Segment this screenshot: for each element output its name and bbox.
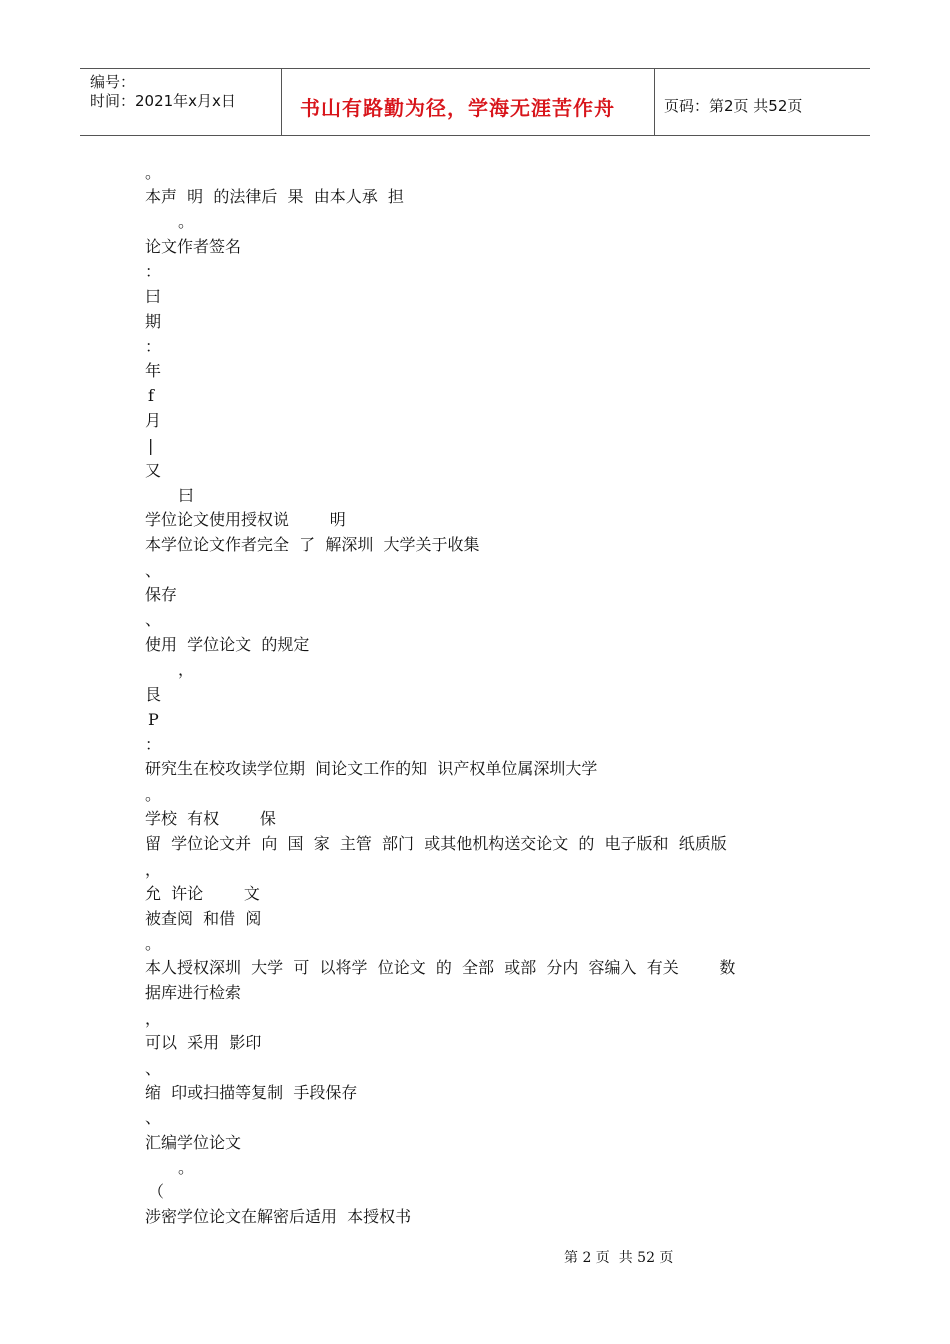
body-line: 本人授权深圳 大学 可 以将学 位论文 的 全部 或部 分内 容编入 有关 数 — [145, 958, 736, 977]
body-line: 缩 印或扫描等复制 手段保存 — [145, 1083, 358, 1102]
body-line: ， — [145, 860, 162, 879]
body-line: 月 — [145, 411, 162, 430]
body-line: | — [148, 436, 154, 455]
body-line: 年 — [145, 361, 162, 380]
body-line: 本学位论文作者完全 了 解深圳 大学关于收集 — [145, 535, 480, 554]
header-divider-left — [281, 68, 282, 136]
body-line: 学校 有权 保 — [145, 809, 276, 828]
body-line: ： — [145, 337, 162, 356]
body-line: 被查阅 和借 阅 — [145, 909, 262, 928]
header-motto: 书山有路勤为径，学海无涯苦作舟 — [300, 96, 615, 120]
body-line: P — [148, 710, 159, 729]
body-line: 又 — [145, 461, 162, 480]
body-line: 留 学位论文并 向 国 家 主管 部门 或其他机构送交论文 的 电子版和 纸质版 — [145, 834, 727, 853]
body-line: 使用 学位论文 的规定 — [145, 635, 310, 654]
body-line: 涉密学位论文在解密后适用 本授权书 — [145, 1207, 412, 1226]
body-line: 。 — [145, 785, 162, 804]
body-line: 、 — [145, 1108, 162, 1127]
body-line: 曰 — [178, 486, 195, 505]
document-number-label: 编号： — [90, 73, 136, 91]
body-line: 论文作者签名 — [145, 237, 242, 256]
body-line: ， — [145, 1009, 162, 1028]
body-line: 、 — [145, 610, 162, 629]
page-footer: 第 2 页 共 52 页 — [564, 1250, 674, 1266]
body-line: 保存 — [145, 585, 178, 604]
body-line: 。 — [178, 1158, 195, 1177]
header-page-info: 页码：第2页 共52页 — [664, 97, 803, 115]
body-line: 学位论文使用授权说 明 — [145, 510, 346, 529]
body-line: 。 — [178, 212, 195, 231]
body-line: 。 — [145, 163, 162, 182]
body-line: 可以 采用 影印 — [145, 1033, 262, 1052]
body-line: 期 — [145, 312, 162, 331]
header-bottom-border — [80, 135, 870, 136]
header-top-border — [80, 68, 870, 69]
header-divider-right — [654, 68, 655, 136]
body-line: 允 许论 文 — [145, 884, 260, 903]
body-line: ， — [178, 660, 195, 679]
body-line: 。 — [145, 934, 162, 953]
body-line: 曰 — [145, 287, 162, 306]
body-line: （ — [148, 1182, 165, 1201]
body-line: 本声 明 的法律后 果 由本人承 担 — [145, 187, 404, 206]
body-line: 、 — [145, 1059, 162, 1078]
body-line: 、 — [145, 561, 162, 580]
body-line: ： — [145, 735, 162, 754]
body-line: 据库进行检索 — [145, 983, 242, 1002]
body-line: ： — [145, 262, 162, 281]
body-line: 艮 — [145, 685, 162, 704]
body-line: 汇编学位论文 — [145, 1133, 242, 1152]
body-line: 研究生在校攻读学位期 间论文工作的知 识产权单位属深圳大学 — [145, 759, 598, 778]
document-time-label: 时间：2021年x月x日 — [90, 92, 236, 110]
body-line: f — [148, 386, 154, 405]
